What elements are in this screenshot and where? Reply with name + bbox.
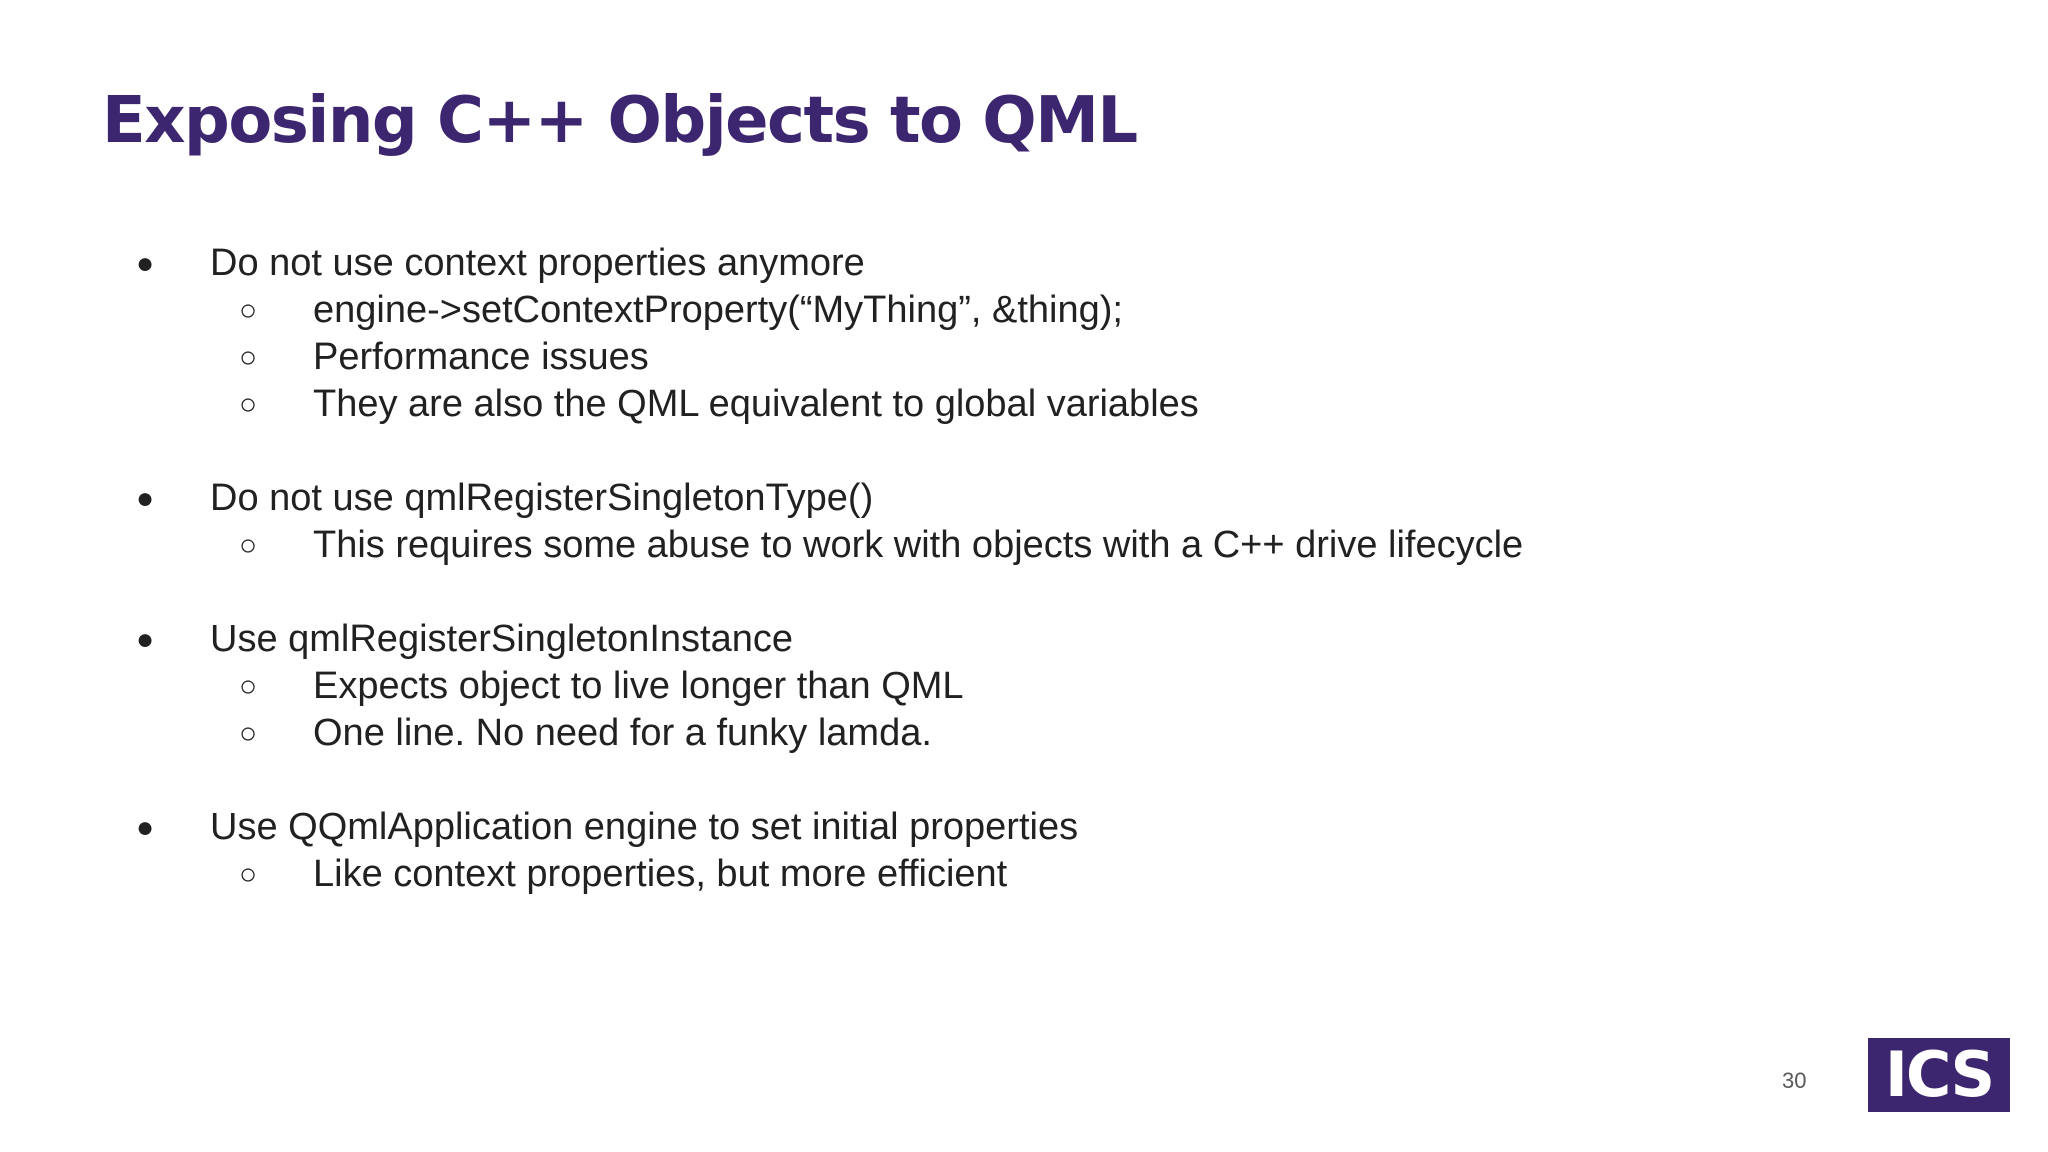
bullet-text: Use qmlRegisterSingletonInstance [210, 618, 793, 660]
hollow-bullet-icon: ○ [238, 858, 258, 891]
bullet-group [130, 804, 1830, 898]
sub-bullet-item [130, 334, 1830, 381]
filled-bullet-icon: ● [135, 247, 155, 280]
sub-bullet-text: One line. No need for a funky lamda. [313, 712, 932, 754]
bullet-group [130, 240, 1830, 428]
ics-logo: ICS [1868, 1038, 2010, 1112]
sub-bullet-text: Performance issues [313, 336, 649, 378]
hollow-bullet-icon: ○ [238, 341, 258, 374]
hollow-bullet-icon: ○ [238, 717, 258, 750]
bullet-text: Do not use context properties anymore [210, 242, 865, 284]
bullet-list [130, 240, 1830, 945]
bullet-group [130, 475, 1830, 569]
sub-bullet-item [130, 710, 1830, 757]
sub-bullet-text: They are also the QML equivalent to global variables [313, 383, 1199, 425]
sub-bullet-item [130, 851, 1830, 898]
bullet-item [130, 240, 1830, 287]
filled-bullet-icon: ● [135, 623, 155, 656]
sub-bullet-item [130, 522, 1830, 569]
bullet-item [130, 804, 1830, 851]
hollow-bullet-icon: ○ [238, 388, 258, 421]
sub-bullet-text: Like context properties, but more efficient [313, 853, 1008, 895]
sub-bullet-item [130, 381, 1830, 428]
hollow-bullet-icon: ○ [238, 529, 258, 562]
filled-bullet-icon: ● [135, 482, 155, 515]
bullet-item [130, 475, 1830, 522]
sub-bullet-text: This requires some abuse to work with objects with a C++ drive lifecycle [313, 524, 1524, 566]
sub-bullet-text: Expects object to live longer than QML [313, 665, 964, 707]
hollow-bullet-icon: ○ [238, 294, 258, 327]
filled-bullet-icon: ● [135, 811, 155, 844]
sub-bullet-item [130, 287, 1830, 334]
bullet-group [130, 616, 1830, 757]
page-number: 30 [1782, 1068, 1807, 1093]
sub-bullet-text: engine->setContextProperty(“MyThing”, &thing); [313, 289, 1123, 331]
bullet-text: Use QQmlApplication engine to set initial properties [210, 806, 1079, 848]
bullet-text: Do not use qmlRegisterSingletonType() [210, 477, 874, 519]
bullet-item [130, 616, 1830, 663]
sub-bullet-item [130, 663, 1830, 710]
slide-title: Exposing C++ Objects to QML [102, 84, 1137, 158]
hollow-bullet-icon: ○ [238, 670, 258, 703]
